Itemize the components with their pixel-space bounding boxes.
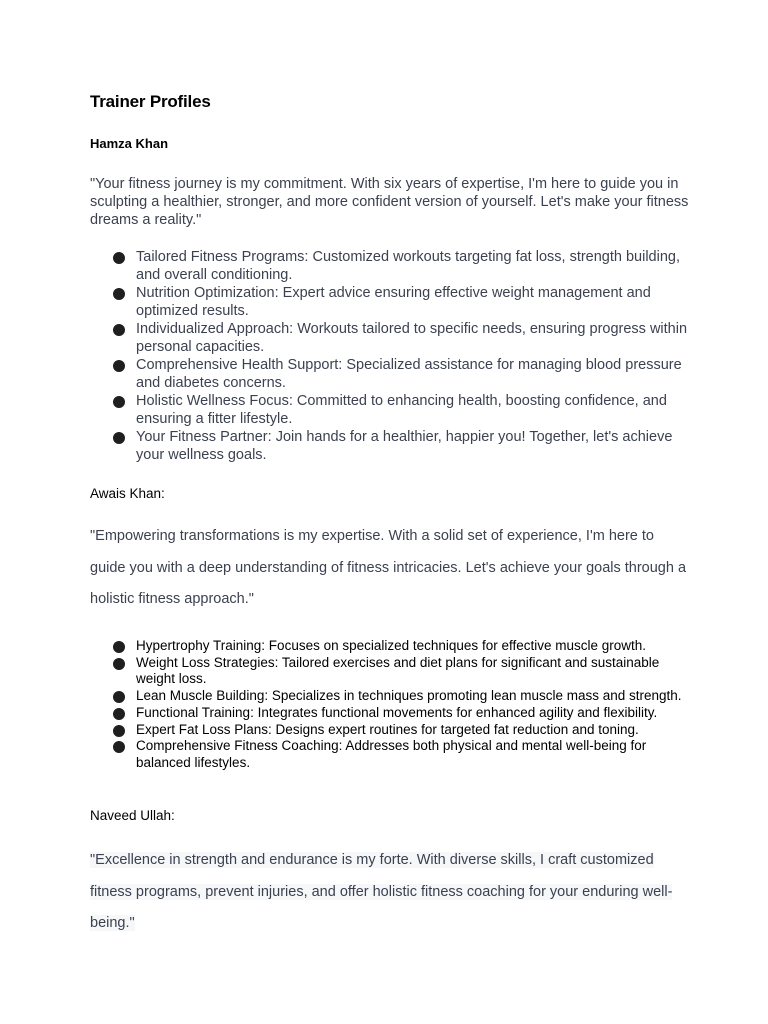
trainer-quote-hamza: "Your fitness journey is my commitment. With six years of expertise, I'm here to guide you in sculpting a healthier, stronger, and more confident version of yourself. Let's make your fitness dreams a reality." bbox=[90, 176, 689, 228]
list-item: Comprehensive Health Support: Specialized assistance for managing blood pressure and diabetes concerns. bbox=[112, 356, 692, 392]
list-item: Hypertrophy Training: Focuses on specialized techniques for effective muscle growth. bbox=[112, 638, 692, 655]
trainer-name-awais: Awais Khan: bbox=[90, 486, 165, 501]
trainer-name-hamza: Hamza Khan bbox=[90, 136, 169, 151]
list-item: Tailored Fitness Programs: Customized workouts targeting fat loss, strength building, and overall conditioning. bbox=[112, 248, 692, 284]
list-item: Nutrition Optimization: Expert advice ensuring effective weight management and optimized results. bbox=[112, 284, 692, 320]
list-item: Comprehensive Fitness Coaching: Addresses both physical and mental well-being for balanced lifestyles. bbox=[112, 738, 692, 771]
trainer-points-awais bbox=[112, 638, 692, 772]
trainer-name-naveed: Naveed Ullah: bbox=[90, 808, 175, 823]
list-item: Expert Fat Loss Plans: Designs expert routines for targeted fat reduction and toning. bbox=[112, 722, 692, 739]
trainer-quote-naveed-text: "Excellence in strength and endurance is my forte. With diverse skills, I craft customized fitness programs, prevent injuries, and offer holistic fitness coaching for your enduring well-being." bbox=[90, 852, 673, 931]
trainer-quote-naveed bbox=[90, 845, 690, 940]
trainer-quote-awais: "Empowering transformations is my expertise. With a solid set of experience, I'm here to guide you with a deep understanding of fitness intricacies. Let's achieve your goals through a holistic fitness approach." bbox=[90, 528, 687, 607]
list-item: Weight Loss Strategies: Tailored exercises and diet plans for significant and sustainable weight loss. bbox=[112, 655, 692, 688]
list-item: Lean Muscle Building: Specializes in techniques promoting lean muscle mass and strength. bbox=[112, 688, 692, 705]
list-item: Individualized Approach: Workouts tailored to specific needs, ensuring progress within personal capacities. bbox=[112, 320, 692, 356]
list-item: Holistic Wellness Focus: Committed to enhancing health, boosting confidence, and ensuring a fitter lifestyle. bbox=[112, 392, 692, 428]
list-item: Your Fitness Partner: Join hands for a healthier, happier you! Together, let's achieve your wellness goals. bbox=[112, 428, 692, 464]
page-title: Trainer Profiles bbox=[90, 92, 211, 111]
trainer-points-hamza bbox=[112, 248, 692, 464]
list-item: Functional Training: Integrates functional movements for enhanced agility and flexibility. bbox=[112, 705, 692, 722]
